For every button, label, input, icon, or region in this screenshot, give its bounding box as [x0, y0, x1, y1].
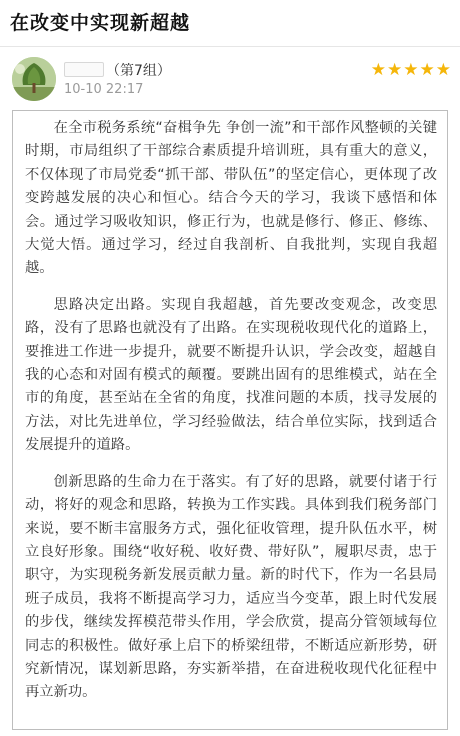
group-label: （第7组） — [106, 63, 171, 79]
article-paragraph: 创新思路的生命力在于落实。有了好的思路，就要付诸于行动，将好的观念和思路，转换为工作实践。具体到我们税务部门来说，要不断丰富服务方式，强化征收管理，提升队伍水平，树立良好形象。围绕“收好税、收好费、带好队”，履职尽责，忠于职守，为实现税务新发展贡献力量。新的时代下，作为一名县局班子成员，我将不断提高学习力，适应当今变革，跟上时代发展的步伐，继续发挥模范带头作用，学会欣赏，提高分管领域每位同志的积极性。做好承上启下的桥梁纽带，不断适应新形势，研究新情况，谋划新思路，夯实新举措，在奋进税收现代化征程中再立新功。 — [25, 473, 437, 701]
user-line — [64, 60, 171, 80]
article-body — [12, 110, 448, 730]
article-paragraph: 思路决定出路。实现自我超越，首先要改变观念，改变思路，没有了思路也就没有了出路。在实现税收现代化的道路上，要推进工作进一步提升，就要不断提升认识，学会改变，超越自我的心态和对固有模式的颠覆。要跳出固有的思维模式，站在全市的角度，甚至站在全省的角度，找准问题的本质，找寻发展的方法，对比先进单位，学习经验做法，结合单位实际，找到适合发展提升的道路。 — [25, 296, 437, 454]
username-masked[interactable] — [64, 62, 104, 77]
article-paragraph: 在全市税务系统“奋楫争先 争创一流”和干部作风整顿的关键时期，市局组织了干部综合素质提升培训班，具有重大的意义，不仅体现了市局党委“抓干部、带队伍”的坚定信心，更体现了改变跨越发展的决心和恒心。结合今天的学习，我谈下感悟和体会。通过学习吸收知识，修正行为，也就是修行、修正、修练、大觉大悟。通过学习，经过自我剖析、自我批判，实现自我超越。 — [25, 120, 437, 277]
page-title: 在改变中实现新超越 — [10, 12, 191, 34]
avatar[interactable] — [12, 57, 56, 101]
post-timestamp: 10-10 22:17 — [64, 82, 144, 97]
avatar-image — [12, 57, 56, 101]
title-divider — [0, 46, 460, 47]
rating-stars: ★★★★★ — [370, 60, 452, 80]
